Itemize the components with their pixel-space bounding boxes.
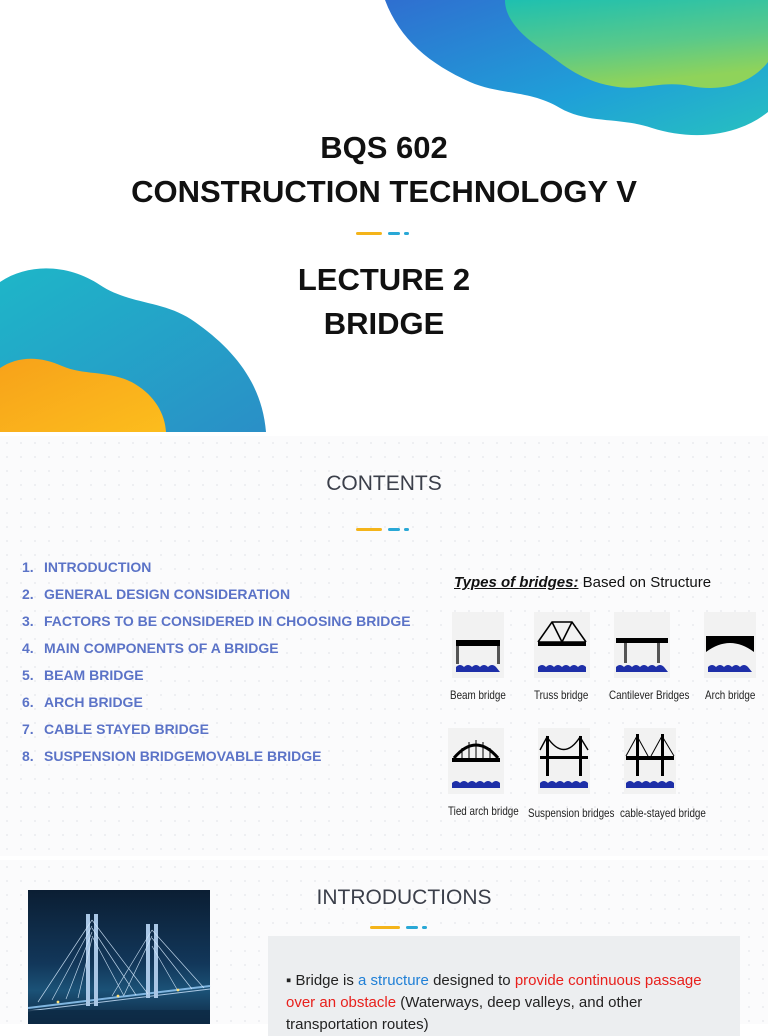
- label-tied-arch-bridge: Tied arch bridge: [448, 804, 519, 818]
- title-slide: [0, 0, 768, 432]
- bullet: ▪: [286, 972, 292, 989]
- label-cable-stayed-bridge: cable-stayed bridge: [620, 806, 706, 820]
- figure-title: Types of bridges: Based on Structure: [454, 574, 712, 591]
- arch-bridge-diagram: [704, 612, 770, 682]
- list-item: 6. ARCH BRIDGE: [22, 694, 143, 710]
- list-item: 7. CABLE STAYED BRIDGE: [22, 721, 209, 737]
- title-divider: [356, 232, 412, 236]
- cantilever-bridge-diagram: [614, 612, 680, 682]
- label-truss-bridge: Truss bridge: [534, 688, 589, 702]
- bridge-types-figure: [446, 568, 762, 838]
- suspension-bridge-diagram: [538, 728, 604, 798]
- beam-bridge-diagram: [452, 612, 518, 682]
- highlight-structure: a structure: [358, 972, 429, 989]
- label-cantilever-bridges: Cantilever Bridges: [609, 688, 690, 702]
- contents-slide: [0, 436, 768, 856]
- course-name: CONSTRUCTION TECHNOLOGY V: [131, 174, 637, 209]
- introduction-text-box: [268, 936, 740, 1036]
- bridge-definition: ▪ Bridge is a structure designed to provide continuous passage over an obstacle (Waterways, deep valleys, and other transportation routes): [286, 972, 702, 1033]
- lecture-title: [0, 258, 768, 346]
- contents-list: [22, 554, 411, 770]
- course-code: BQS 602: [320, 130, 448, 165]
- cable-stayed-bridge-diagram: [624, 728, 690, 798]
- list-item: 8. SUSPENSION BRIDGEMOVABLE BRIDGE: [22, 748, 322, 764]
- truss-bridge-diagram: [534, 612, 600, 682]
- list-item: 1. INTRODUCTION: [22, 559, 152, 575]
- introductions-divider: [370, 926, 426, 930]
- introductions-slide: [0, 860, 768, 1033]
- list-item: 4. MAIN COMPONENTS OF A BRIDGE: [22, 640, 279, 656]
- label-suspension-bridges: Suspension bridges: [528, 806, 615, 820]
- tied-arch-bridge-diagram: [448, 728, 514, 798]
- decorative-blob-top-right: [0, 0, 768, 432]
- label-beam-bridge: Beam bridge: [450, 688, 506, 702]
- list-item: 2. GENERAL DESIGN CONSIDERATION: [22, 586, 291, 602]
- list-item: 5. BEAM BRIDGE: [22, 667, 144, 683]
- lecture-topic: BRIDGE: [323, 306, 445, 341]
- label-arch-bridge: Arch bridge: [705, 688, 756, 702]
- lecture-number: LECTURE 2: [297, 262, 471, 297]
- contents-heading: CONTENTS: [326, 472, 442, 495]
- contents-divider: [356, 528, 412, 532]
- list-item: 3. FACTORS TO BE CONSIDERED IN CHOOSING BRIDGE: [22, 613, 411, 629]
- course-title: [0, 126, 768, 214]
- introductions-heading: INTRODUCTIONS: [316, 886, 492, 909]
- cable-stayed-bridge-photo: [28, 890, 210, 1024]
- highlight-passage: provide continuous passage over an obstacle: [286, 972, 702, 1011]
